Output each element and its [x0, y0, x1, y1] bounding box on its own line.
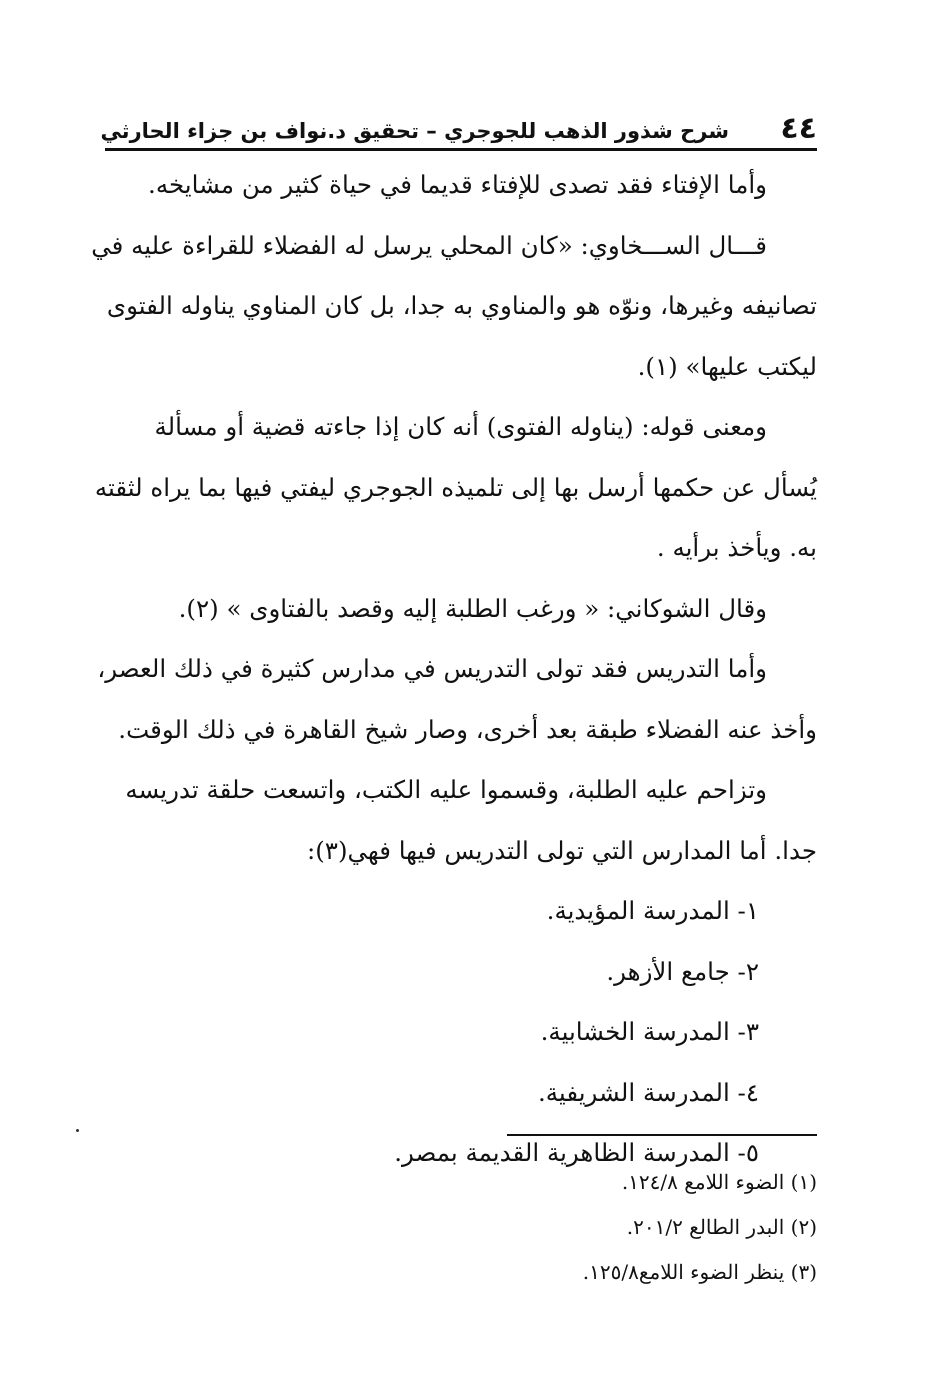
footnote: (٢) البدر الطالع ٢٠١/٢.	[626, 1215, 817, 1239]
page-header	[100, 108, 817, 148]
paragraph-line: به. ويأخذ برأيه .	[656, 533, 817, 562]
paragraph-line: وأخذ عنه الفضلاء طبقة بعد أخرى، وصار شيخ القاهرة في ذلك الوقت.	[118, 714, 817, 744]
paragraph-line: وقال الشوكاني: « ورغب الطلبة إليه وقصد بالفتاوى » (٢).	[178, 593, 767, 623]
list-item: ٥- المدرسة الظاهرية القديمة بمصر.	[394, 1138, 759, 1167]
list-item: ٤- المدرسة الشريفية.	[538, 1077, 759, 1107]
list-item: ٣- المدرسة الخشابية.	[540, 1017, 759, 1046]
header-rule	[105, 148, 817, 151]
footnotes	[317, 1160, 817, 1295]
running-title: شرح شذور الذهب للجوجري – تحقيق د.نواف بن جزاء الحارثي	[100, 119, 729, 143]
page-number: ٤٤	[780, 111, 817, 146]
paragraph-line: جدا. أما المدارس التي تولى التدريس فيها فهي(٣):	[306, 835, 817, 865]
paragraph-line: قـــال الســـخاوي: «كان المحلي يرسل له الفضلاء للقراءة عليه في	[91, 230, 767, 260]
paragraph-line: يُسأل عن حكمها أرسل بها إلى تلميذه الجوجري ليفتي فيها بما يراه لثقته	[94, 472, 817, 502]
paragraph-line: ومعنى قوله: (يناوله الفتوى) أنه كان إذا جاءته قضية أو مسألة	[154, 412, 767, 441]
footnote: (٣) ينظر الضوء اللامع١٢٥/٨.	[582, 1260, 817, 1284]
paragraph-line: وأما التدريس فقد تولى التدريس في مدارس كثيرة في ذلك العصر،	[97, 654, 767, 683]
footnote-rule	[507, 1134, 817, 1136]
paragraph-line: تصانيفه وغيرها، ونوّه هو والمناوي به جدا، بل كان المناوي يناوله الفتوى	[106, 291, 817, 320]
paragraph-line: ليكتب عليها» (١).	[637, 351, 817, 381]
paragraph-line: وتزاحم عليه الطلبة، وقسموا عليه الكتب، واتسعت حلقة تدريسه	[125, 775, 767, 804]
list-item: ٢- جامع الأزهر.	[606, 956, 759, 986]
footnote: (١) الضوء اللامع ١٢٤/٨.	[621, 1170, 817, 1194]
main-text	[91, 155, 817, 1184]
scan-speck	[76, 1129, 79, 1132]
paragraph-line: وأما الإفتاء فقد تصدى للإفتاء قديما في حياة كثير من مشايخه.	[148, 170, 767, 199]
list-item: ١- المدرسة المؤيدية.	[546, 896, 759, 925]
